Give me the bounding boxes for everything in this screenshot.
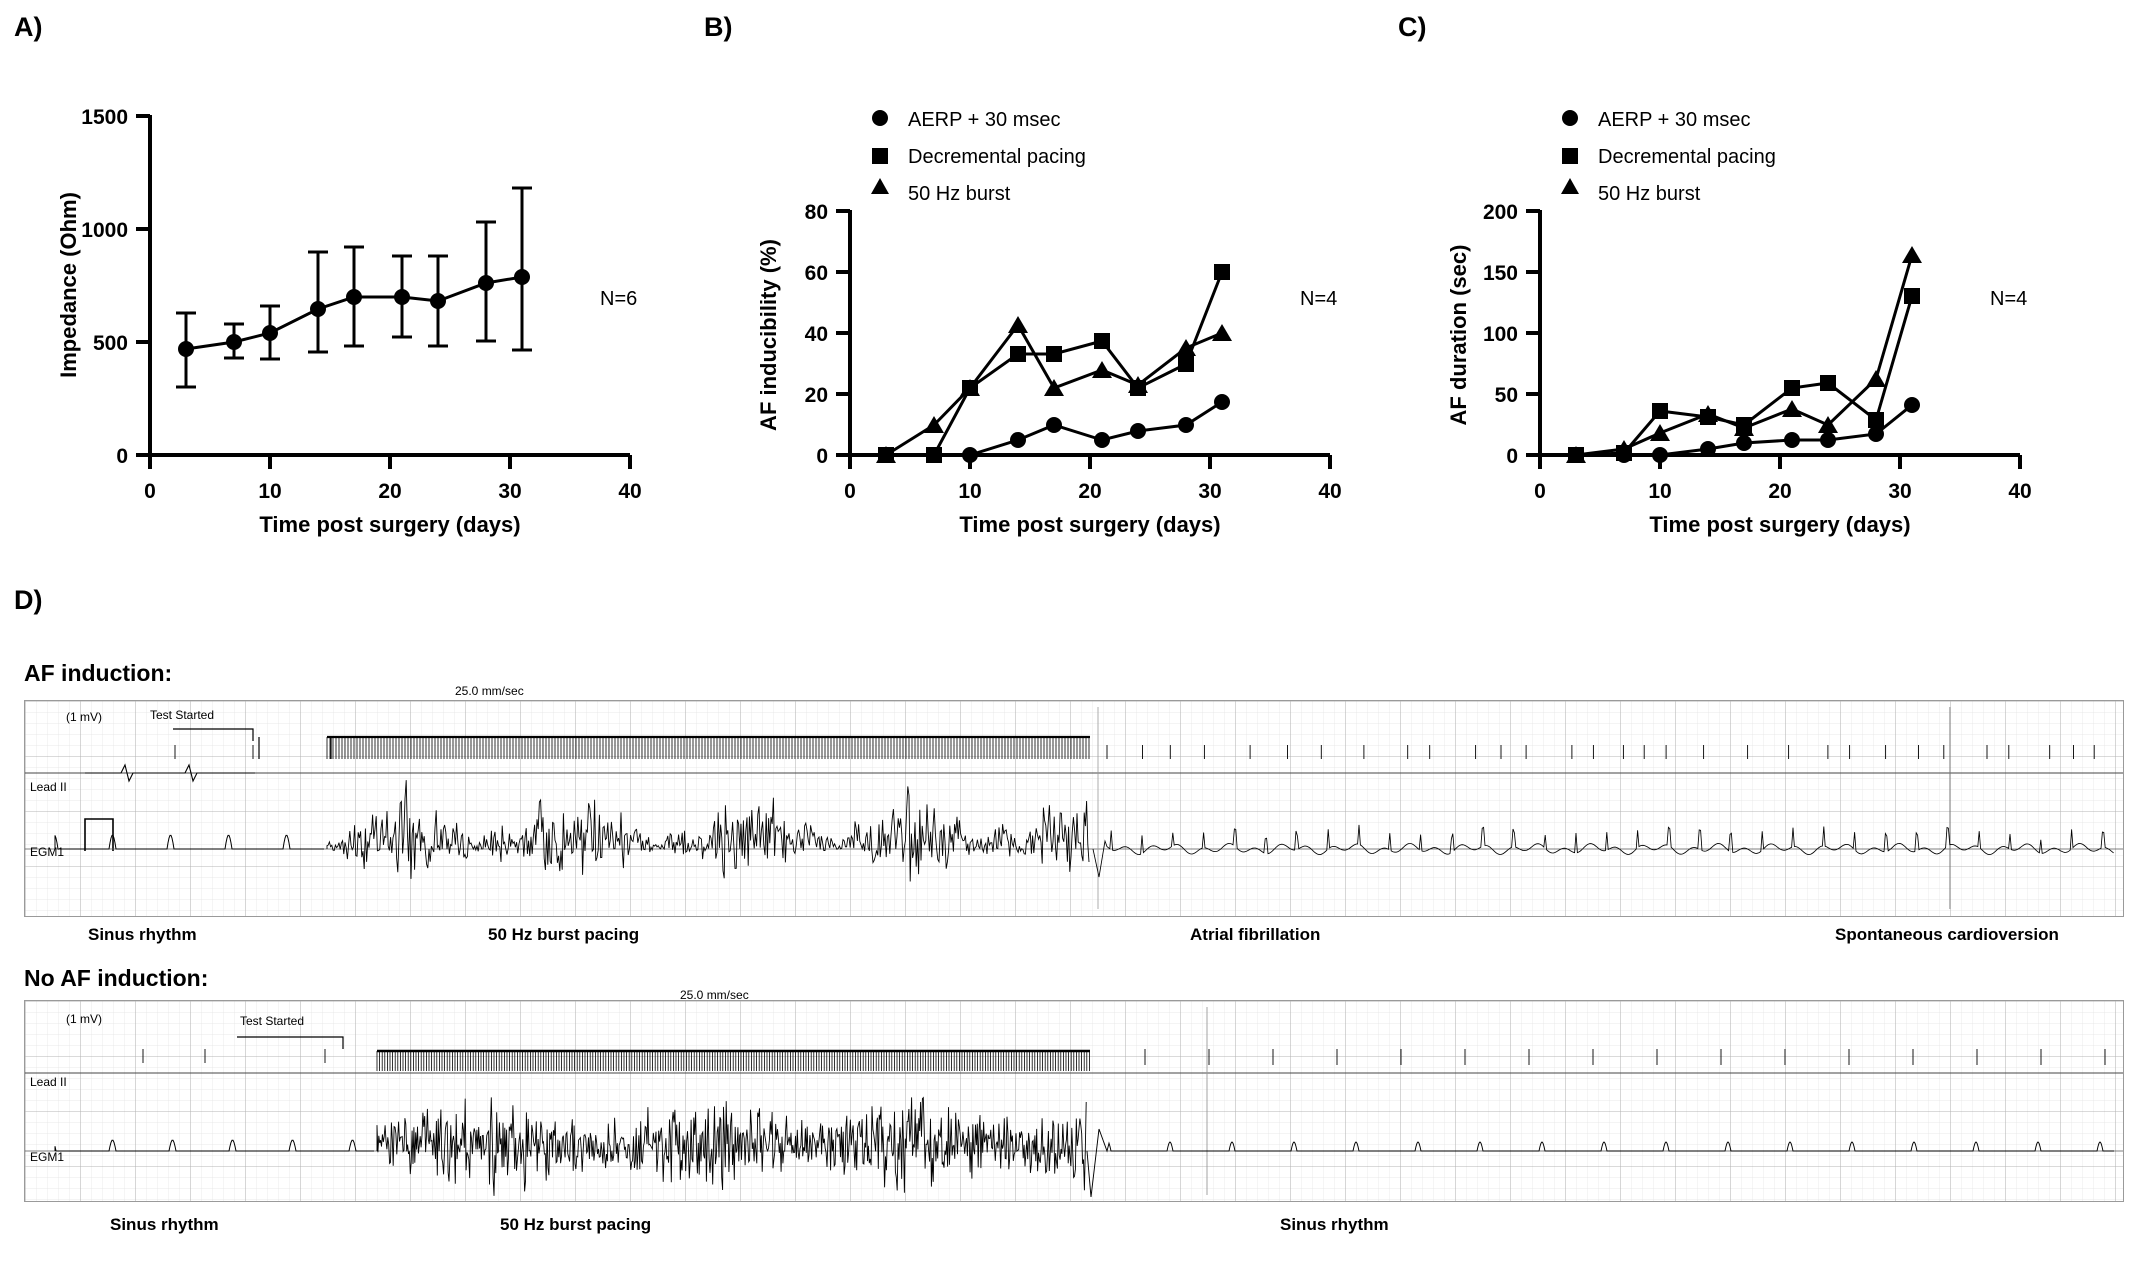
- panel-c-xtick-1: 10: [1648, 480, 1672, 503]
- egm1-label-1: EGM1: [30, 845, 65, 859]
- chart-panel-a: [30, 70, 670, 540]
- strip2-caption-0: Sinus rhythm: [110, 1215, 219, 1234]
- panel-c-ytick-0: 0: [1506, 445, 1518, 468]
- panel-b-legend-2: 50 Hz burst: [908, 183, 1011, 205]
- panel-d-letter: D): [14, 585, 43, 615]
- paper-speed-label-2: 25.0 mm/sec: [680, 988, 749, 1002]
- chart-panel-b: [730, 70, 1370, 540]
- lead-ii-label-1: Lead II: [30, 780, 67, 794]
- panel-c-ytick-2: 100: [1482, 323, 1518, 346]
- test-started-label-2: Test Started: [240, 1014, 305, 1028]
- panel-a-ytick-2: 1000: [81, 219, 128, 242]
- strip1-caption-1: 50 Hz burst pacing: [488, 925, 640, 944]
- strip1-caption-2: Atrial fibrillation: [1190, 925, 1321, 944]
- panel-b-ylabel: AF inducibility (%): [756, 239, 781, 431]
- egm1-label-2: EGM1: [30, 1150, 65, 1164]
- panel-c-n-label: N=4: [1990, 288, 2028, 310]
- panel-a-xtick-2: 20: [378, 480, 402, 503]
- paper-speed-label-1: 25.0 mm/sec: [455, 684, 524, 698]
- panel-c-xtick-0: 0: [1534, 480, 1546, 503]
- panel-c-letter: C): [1398, 12, 1427, 42]
- panel-b-xlabel: Time post surgery (days): [959, 512, 1221, 537]
- panel-c-ytick-1: 50: [1494, 384, 1518, 407]
- panel-a-xlabel: Time post surgery (days): [259, 512, 521, 537]
- panel-b-xtick-4: 40: [1318, 480, 1342, 503]
- panel-c-xtick-4: 40: [2008, 480, 2032, 503]
- chart-panel-c: [1420, 70, 2060, 540]
- panel-b-xtick-2: 20: [1078, 480, 1102, 503]
- strip2-caption-1: 50 Hz burst pacing: [500, 1215, 652, 1234]
- panel-b-ytick-1: 20: [804, 384, 828, 407]
- strip2-caption-2: Sinus rhythm: [1280, 1215, 1389, 1234]
- panel-b-xtick-3: 30: [1198, 480, 1222, 503]
- panel-c-legend-1: Decremental pacing: [1598, 146, 1776, 168]
- panel-b-letter: B): [704, 12, 733, 42]
- panel-b-xtick-1: 10: [958, 480, 982, 503]
- panel-b-xtick-0: 0: [844, 480, 856, 503]
- panel-a-letter: A): [14, 12, 43, 42]
- panel-b-n-label: N=4: [1300, 288, 1338, 310]
- panel-b-ytick-3: 60: [804, 262, 828, 285]
- test-started-label-1: Test Started: [150, 708, 215, 722]
- panel-b-ytick-2: 40: [804, 323, 828, 346]
- panel-c-xtick-2: 20: [1768, 480, 1792, 503]
- panel-c-ytick-4: 200: [1482, 201, 1518, 224]
- panel-a-ytick-1: 500: [92, 332, 128, 355]
- panel-a-xtick-0: 0: [144, 480, 156, 503]
- strip1-caption-3: Spontaneous cardioversion: [1835, 925, 2059, 944]
- panel-c-xlabel: Time post surgery (days): [1649, 512, 1911, 537]
- panel-a-ytick-3: 1500: [81, 106, 128, 129]
- panel-a-ytick-0: 0: [116, 445, 128, 468]
- panel-b-ytick-4: 80: [804, 201, 828, 224]
- af-induction-title: AF induction:: [24, 660, 173, 686]
- panel-c-ytick-3: 150: [1482, 262, 1518, 285]
- ecg-strip-af-induction: [24, 700, 2124, 917]
- panel-a-n-label: N=6: [600, 288, 638, 310]
- panel-c-legend-2: 50 Hz burst: [1598, 183, 1701, 205]
- panel-a-ylabel: Impedance (Ohm): [56, 192, 81, 378]
- panel-c-xtick-3: 30: [1888, 480, 1912, 503]
- mv-label-1: (1 mV): [66, 710, 102, 724]
- panel-a-xtick-3: 30: [498, 480, 522, 503]
- mv-label-2: (1 mV): [66, 1012, 102, 1026]
- ecg-trace-layer: [25, 701, 2123, 916]
- ecg-trace-layer: [25, 1001, 2123, 1201]
- strip1-caption-0: Sinus rhythm: [88, 925, 197, 944]
- lead-ii-label-2: Lead II: [30, 1075, 67, 1089]
- panel-c-ylabel: AF duration (sec): [1446, 244, 1471, 426]
- panel-b-legend-1: Decremental pacing: [908, 146, 1086, 168]
- ecg-strip-no-af-induction: [24, 1000, 2124, 1202]
- no-af-induction-title: No AF induction:: [24, 965, 209, 991]
- panel-b-legend-0: AERP + 30 msec: [908, 109, 1061, 131]
- panel-a-xtick-4: 40: [618, 480, 642, 503]
- panel-c-legend-0: AERP + 30 msec: [1598, 109, 1751, 131]
- panel-a-xtick-1: 10: [258, 480, 282, 503]
- panel-b-ytick-0: 0: [816, 445, 828, 468]
